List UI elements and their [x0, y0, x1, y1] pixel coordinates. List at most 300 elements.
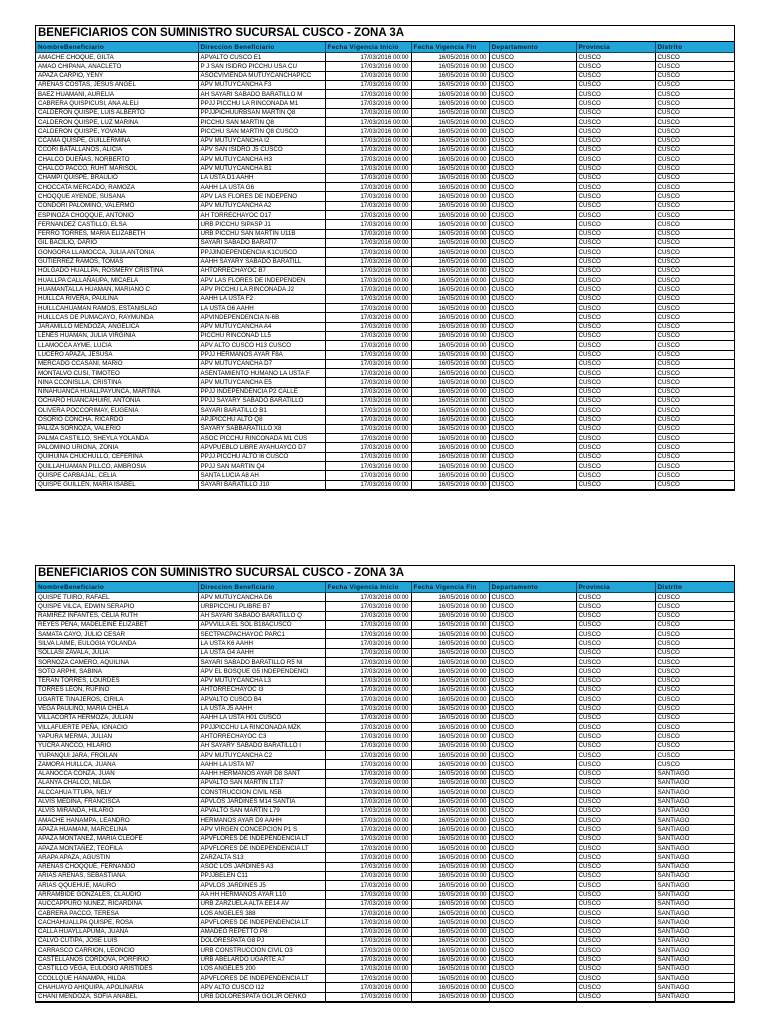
start-date-cell: 17/03/2016 00:00: [325, 359, 411, 368]
end-date-cell: 16/05/2016 00:00: [411, 99, 489, 108]
name-cell: ARENAS CHOQQUE, FERNANDO: [36, 862, 198, 871]
district-cell: CUSCO: [655, 639, 734, 648]
district-cell: CUSCO: [655, 667, 734, 676]
start-date-cell: 17/03/2016 00:00: [325, 201, 411, 210]
department-cell: CUSCO: [489, 992, 576, 1001]
table-row: [36, 443, 734, 452]
end-date-cell: 16/05/2016 00:00: [411, 844, 489, 853]
end-date-cell: 16/05/2016 00:00: [411, 955, 489, 964]
department-cell: CUSCO: [489, 462, 576, 471]
district-cell: CUSCO: [655, 723, 734, 732]
department-cell: CUSCO: [489, 136, 576, 145]
column-header: Departamento: [489, 42, 576, 53]
end-date-cell: 16/05/2016 00:00: [411, 462, 489, 471]
address-cell: APV VIRGEN CONCEPCION P1 S: [198, 825, 325, 834]
district-cell: CUSCO: [655, 760, 734, 769]
name-cell: CHAÑI MENDOZA, SOFIA ANABEL: [36, 992, 198, 1001]
province-cell: CUSCO: [576, 936, 655, 945]
department-cell: CUSCO: [489, 248, 576, 257]
name-cell: ARIAS ARENAS, SEBASTIANA: [36, 871, 198, 880]
start-date-cell: 17/03/2016 00:00: [325, 443, 411, 452]
end-date-cell: 16/05/2016 00:00: [411, 304, 489, 313]
address-cell: AA HH HERMANOS AYAR L10: [198, 890, 325, 899]
end-date-cell: 16/05/2016 00:00: [411, 881, 489, 890]
address-cell: SANTA LUCIA A8 AH: [198, 471, 325, 480]
address-cell: APVALTO SAN MARTIN LT17: [198, 778, 325, 787]
table-row: [36, 853, 734, 862]
department-cell: CUSCO: [489, 62, 576, 71]
address-cell: PPJJ SAYARY SABADO BARATILLO: [198, 396, 325, 405]
district-cell: CUSCO: [655, 695, 734, 704]
province-cell: CUSCO: [576, 471, 655, 480]
end-date-cell: 16/05/2016 00:00: [411, 415, 489, 424]
start-date-cell: 17/03/2016 00:00: [325, 257, 411, 266]
province-cell: CUSCO: [576, 834, 655, 843]
department-cell: CUSCO: [489, 964, 576, 973]
name-cell: FERNANDEZ CASTILLO, ELSA: [36, 220, 198, 229]
department-cell: CUSCO: [489, 350, 576, 359]
department-cell: CUSCO: [489, 974, 576, 983]
district-cell: CUSCO: [655, 630, 734, 639]
table-row: [36, 918, 734, 927]
table-row: [36, 899, 734, 908]
name-cell: FERRO TORRES, MARIA ELIZABETH: [36, 229, 198, 238]
department-cell: CUSCO: [489, 415, 576, 424]
department-cell: CUSCO: [489, 639, 576, 648]
start-date-cell: 17/03/2016 00:00: [325, 331, 411, 340]
end-date-cell: 16/05/2016 00:00: [411, 899, 489, 908]
table-row: [36, 695, 734, 704]
start-date-cell: 17/03/2016 00:00: [325, 276, 411, 285]
end-date-cell: 16/05/2016 00:00: [411, 723, 489, 732]
end-date-cell: 16/05/2016 00:00: [411, 424, 489, 433]
end-date-cell: 16/05/2016 00:00: [411, 685, 489, 694]
end-date-cell: 16/05/2016 00:00: [411, 741, 489, 750]
start-date-cell: 17/03/2016 00:00: [325, 918, 411, 927]
table-row: [36, 108, 734, 117]
end-date-cell: 16/05/2016 00:00: [411, 118, 489, 127]
province-cell: CUSCO: [576, 658, 655, 667]
table-row: [36, 760, 734, 769]
name-cell: ARAPA APAZA, AGUSTIN: [36, 853, 198, 862]
end-date-cell: 16/05/2016 00:00: [411, 145, 489, 154]
table-row: [36, 183, 734, 192]
start-date-cell: 17/03/2016 00:00: [325, 341, 411, 350]
table-row: [36, 266, 734, 275]
province-cell: CUSCO: [576, 983, 655, 992]
district-cell: CUSCO: [655, 248, 734, 257]
address-cell: LA USTA D1 AAHH: [198, 173, 325, 182]
end-date-cell: 16/05/2016 00:00: [411, 927, 489, 936]
beneficiary-table: [36, 42, 734, 490]
district-cell: SANTIAGO: [655, 899, 734, 908]
end-date-cell: 16/05/2016 00:00: [411, 630, 489, 639]
department-cell: CUSCO: [489, 593, 576, 602]
name-cell: YAPURA MERMA, JULIAN: [36, 732, 198, 741]
table-row: [36, 415, 734, 424]
address-cell: APV MUTUYCANCHA I2: [198, 136, 325, 145]
district-cell: CUSCO: [655, 183, 734, 192]
start-date-cell: 17/03/2016 00:00: [325, 183, 411, 192]
department-cell: CUSCO: [489, 685, 576, 694]
department-cell: CUSCO: [489, 183, 576, 192]
province-cell: CUSCO: [576, 462, 655, 471]
start-date-cell: 17/03/2016 00:00: [325, 118, 411, 127]
start-date-cell: 17/03/2016 00:00: [325, 964, 411, 973]
name-cell: ESPINOZA CHOQQUE, ANTONIO: [36, 211, 198, 220]
address-cell: SAYARI SABADO BARATI7: [198, 238, 325, 247]
table-row: [36, 992, 734, 1001]
table-row: [36, 881, 734, 890]
table-row: [36, 741, 734, 750]
start-date-cell: 17/03/2016 00:00: [325, 946, 411, 955]
start-date-cell: 17/03/2016 00:00: [325, 313, 411, 322]
province-cell: CUSCO: [576, 778, 655, 787]
address-cell: APV SAN ISIDRO J5 CUSCO: [198, 145, 325, 154]
name-cell: CHOCCATA MERCADO, RAMOZA: [36, 183, 198, 192]
district-cell: SANTIAGO: [655, 946, 734, 955]
address-cell: APV ALTO CUSCO H13 CUSCO: [198, 341, 325, 350]
district-cell: CUSCO: [655, 173, 734, 182]
department-cell: CUSCO: [489, 118, 576, 127]
column-header: Direccion Beneficiario: [198, 582, 325, 593]
address-cell: PPJJ PICCHU LA RINCONADA M1: [198, 99, 325, 108]
name-cell: APAZA MONTAÑEZ, TEOFILA: [36, 844, 198, 853]
name-cell: GIL BACILIO, DARIO: [36, 238, 198, 247]
name-cell: HUALLPA CALLAÑAUPA, MICAELA: [36, 276, 198, 285]
address-cell: APV MUTUYCANCHA D6: [198, 593, 325, 602]
province-cell: CUSCO: [576, 918, 655, 927]
table-row: [36, 396, 734, 405]
department-cell: CUSCO: [489, 108, 576, 117]
start-date-cell: 17/03/2016 00:00: [325, 90, 411, 99]
start-date-cell: 17/03/2016 00:00: [325, 406, 411, 415]
start-date-cell: 17/03/2016 00:00: [325, 778, 411, 787]
district-cell: SANTIAGO: [655, 964, 734, 973]
address-cell: AH SAYARI SABADO BARATILLO Q: [198, 611, 325, 620]
table-body: [36, 53, 734, 490]
district-cell: SANTIAGO: [655, 797, 734, 806]
department-cell: CUSCO: [489, 834, 576, 843]
table-row: [36, 620, 734, 629]
address-cell: PICCHU SAN MARTIN Q8: [198, 118, 325, 127]
start-date-cell: 17/03/2016 00:00: [325, 173, 411, 182]
name-cell: MERCADO CCASANI, MARIO: [36, 359, 198, 368]
department-cell: CUSCO: [489, 276, 576, 285]
end-date-cell: 16/05/2016 00:00: [411, 667, 489, 676]
address-cell: APV MUTUYCANCHA D7: [198, 359, 325, 368]
start-date-cell: 17/03/2016 00:00: [325, 285, 411, 294]
province-cell: CUSCO: [576, 713, 655, 722]
address-cell: APV MUTUYCANCHA A4: [198, 322, 325, 331]
province-cell: CUSCO: [576, 480, 655, 489]
start-date-cell: 17/03/2016 00:00: [325, 452, 411, 461]
table-row: [36, 378, 734, 387]
district-cell: CUSCO: [655, 53, 734, 62]
department-cell: CUSCO: [489, 201, 576, 210]
table-row: [36, 936, 734, 945]
start-date-cell: 17/03/2016 00:00: [325, 639, 411, 648]
district-cell: SANTIAGO: [655, 788, 734, 797]
end-date-cell: 16/05/2016 00:00: [411, 108, 489, 117]
address-cell: AHTORRECHAYOC B7: [198, 266, 325, 275]
department-cell: CUSCO: [489, 723, 576, 732]
address-cell: ASOCVIVIENDA MUTUYCANCHAPICC: [198, 71, 325, 80]
name-cell: TORRES LEON, RUFINO: [36, 685, 198, 694]
district-cell: CUSCO: [655, 369, 734, 378]
end-date-cell: 16/05/2016 00:00: [411, 127, 489, 136]
province-cell: CUSCO: [576, 741, 655, 750]
address-cell: PPJJ PICCHU ALTO I6 CUSCO: [198, 452, 325, 461]
province-cell: CUSCO: [576, 611, 655, 620]
district-cell: SANTIAGO: [655, 974, 734, 983]
province-cell: CUSCO: [576, 192, 655, 201]
start-date-cell: 17/03/2016 00:00: [325, 658, 411, 667]
department-cell: CUSCO: [489, 164, 576, 173]
table-row: [36, 173, 734, 182]
district-cell: CUSCO: [655, 602, 734, 611]
district-cell: CUSCO: [655, 406, 734, 415]
table-row: [36, 825, 734, 834]
name-cell: APAZA MONTAÑEZ, MARIA CLEOFE: [36, 834, 198, 843]
province-cell: CUSCO: [576, 387, 655, 396]
name-cell: TERAN TORRES, LOURDES: [36, 676, 198, 685]
department-cell: CUSCO: [489, 648, 576, 657]
province-cell: CUSCO: [576, 350, 655, 359]
start-date-cell: 17/03/2016 00:00: [325, 229, 411, 238]
province-cell: CUSCO: [576, 155, 655, 164]
district-cell: CUSCO: [655, 648, 734, 657]
district-cell: CUSCO: [655, 331, 734, 340]
department-cell: CUSCO: [489, 220, 576, 229]
start-date-cell: 17/03/2016 00:00: [325, 844, 411, 853]
address-cell: AAHH LA USTA F2: [198, 294, 325, 303]
name-cell: OLIVERA POCCORIMAY, EUGENIA: [36, 406, 198, 415]
end-date-cell: 16/05/2016 00:00: [411, 769, 489, 778]
department-cell: CUSCO: [489, 369, 576, 378]
district-cell: SANTIAGO: [655, 862, 734, 871]
province-cell: CUSCO: [576, 90, 655, 99]
end-date-cell: 16/05/2016 00:00: [411, 257, 489, 266]
table-row: [36, 248, 734, 257]
table-row: [36, 751, 734, 760]
department-cell: CUSCO: [489, 955, 576, 964]
end-date-cell: 16/05/2016 00:00: [411, 816, 489, 825]
name-cell: ARIAS QQUEHUE, MAURO: [36, 881, 198, 890]
name-cell: CARRASCO CARRION, LEONCIO: [36, 946, 198, 955]
name-cell: CASTELLANOS CORDOVA, PORFIRIO: [36, 955, 198, 964]
address-cell: APV MUTUYCANCHA L3: [198, 676, 325, 685]
department-cell: CUSCO: [489, 192, 576, 201]
department-cell: CUSCO: [489, 760, 576, 769]
province-cell: CUSCO: [576, 620, 655, 629]
end-date-cell: 16/05/2016 00:00: [411, 778, 489, 787]
province-cell: CUSCO: [576, 853, 655, 862]
department-cell: CUSCO: [489, 918, 576, 927]
province-cell: CUSCO: [576, 890, 655, 899]
start-date-cell: 17/03/2016 00:00: [325, 890, 411, 899]
name-cell: ALANOCCA CONZA, JUAN: [36, 769, 198, 778]
department-cell: CUSCO: [489, 341, 576, 350]
address-cell: AHTORRECHAYOC C3: [198, 732, 325, 741]
start-date-cell: 17/03/2016 00:00: [325, 611, 411, 620]
province-cell: CUSCO: [576, 71, 655, 80]
district-cell: CUSCO: [655, 378, 734, 387]
name-cell: PALIZA SORNOZA, VALERIO: [36, 424, 198, 433]
province-cell: CUSCO: [576, 927, 655, 936]
column-header: Distrito: [655, 582, 734, 593]
name-cell: CONDORI PALOMINO, VALERMO: [36, 201, 198, 210]
table-row: [36, 359, 734, 368]
name-cell: QUILLAHUAMAN PILLCO, AMBROSIA: [36, 462, 198, 471]
name-cell: YUCRA ANCCO, HILARIO: [36, 741, 198, 750]
table-row: [36, 331, 734, 340]
table-row: [36, 639, 734, 648]
start-date-cell: 17/03/2016 00:00: [325, 648, 411, 657]
district-cell: CUSCO: [655, 593, 734, 602]
end-date-cell: 16/05/2016 00:00: [411, 620, 489, 629]
end-date-cell: 16/05/2016 00:00: [411, 713, 489, 722]
header-row: [36, 582, 734, 593]
name-cell: UGARTE TINAJEROS, CIRILA: [36, 695, 198, 704]
province-cell: CUSCO: [576, 443, 655, 452]
table-row: [36, 136, 734, 145]
district-cell: SANTIAGO: [655, 806, 734, 815]
district-cell: CUSCO: [655, 145, 734, 154]
end-date-cell: 16/05/2016 00:00: [411, 964, 489, 973]
start-date-cell: 17/03/2016 00:00: [325, 71, 411, 80]
district-cell: CUSCO: [655, 90, 734, 99]
name-cell: JARAMILLO MENDOZA, ANGELICA: [36, 322, 198, 331]
name-cell: CABRERA PACCO, TERESA: [36, 909, 198, 918]
district-cell: CUSCO: [655, 443, 734, 452]
province-cell: CUSCO: [576, 871, 655, 880]
district-cell: CUSCO: [655, 201, 734, 210]
name-cell: REYES PEÑA, MADELEINE ELIZABET: [36, 620, 198, 629]
province-cell: CUSCO: [576, 602, 655, 611]
name-cell: VEGA PAULINO, MARIA CHELA: [36, 704, 198, 713]
district-cell: CUSCO: [655, 732, 734, 741]
province-cell: CUSCO: [576, 238, 655, 247]
start-date-cell: 17/03/2016 00:00: [325, 955, 411, 964]
province-cell: CUSCO: [576, 257, 655, 266]
district-cell: CUSCO: [655, 99, 734, 108]
address-cell: APJPICCHU ALTO Q8: [198, 415, 325, 424]
address-cell: SAYARI SABADO BARATILLO R5 NI: [198, 658, 325, 667]
name-cell: GUTIERREZ RAMOS, TOMAS: [36, 257, 198, 266]
district-cell: CUSCO: [655, 294, 734, 303]
column-header: Provincia: [576, 42, 655, 53]
department-cell: CUSCO: [489, 396, 576, 405]
end-date-cell: 16/05/2016 00:00: [411, 183, 489, 192]
name-cell: LUCERO APAZA, JESUSA: [36, 350, 198, 359]
address-cell: SAYARI BARATILLO B1: [198, 406, 325, 415]
name-cell: QUISPE TUIRO, RAFAEL: [36, 593, 198, 602]
address-cell: PICCHU RINCONAD LL5: [198, 331, 325, 340]
table-body: [36, 593, 734, 1002]
start-date-cell: 17/03/2016 00:00: [325, 136, 411, 145]
end-date-cell: 16/05/2016 00:00: [411, 704, 489, 713]
name-cell: OSORIO CONCHA, RICARDO: [36, 415, 198, 424]
department-cell: CUSCO: [489, 769, 576, 778]
province-cell: CUSCO: [576, 704, 655, 713]
start-date-cell: 17/03/2016 00:00: [325, 797, 411, 806]
district-cell: CUSCO: [655, 658, 734, 667]
name-cell: SORNOZA CAMERO, AQUILINA: [36, 658, 198, 667]
start-date-cell: 17/03/2016 00:00: [325, 871, 411, 880]
province-cell: CUSCO: [576, 806, 655, 815]
table-row: [36, 732, 734, 741]
table-row: [36, 350, 734, 359]
address-cell: AAHH HERMANOS AYAR D8 SANT: [198, 769, 325, 778]
end-date-cell: 16/05/2016 00:00: [411, 211, 489, 220]
name-cell: ZAMORA HUILLCA, JUANA: [36, 760, 198, 769]
department-cell: CUSCO: [489, 676, 576, 685]
address-cell: AAHH LA USTA G6: [198, 183, 325, 192]
district-cell: CUSCO: [655, 71, 734, 80]
name-cell: ALANYA CHALCO, NILDA: [36, 778, 198, 787]
province-cell: CUSCO: [576, 424, 655, 433]
province-cell: CUSCO: [576, 732, 655, 741]
end-date-cell: 16/05/2016 00:00: [411, 80, 489, 89]
province-cell: CUSCO: [576, 452, 655, 461]
address-cell: SECTPACPACHAYOC PARC1: [198, 630, 325, 639]
department-cell: CUSCO: [489, 778, 576, 787]
department-cell: CUSCO: [489, 881, 576, 890]
province-cell: CUSCO: [576, 648, 655, 657]
department-cell: CUSCO: [489, 443, 576, 452]
province-cell: CUSCO: [576, 676, 655, 685]
table-row: [36, 434, 734, 443]
column-header: Direccion Beneficiario: [198, 42, 325, 53]
district-cell: CUSCO: [655, 266, 734, 275]
department-cell: CUSCO: [489, 359, 576, 368]
province-cell: CUSCO: [576, 899, 655, 908]
start-date-cell: 17/03/2016 00:00: [325, 992, 411, 1001]
address-cell: PICCHU SAN MARTIN Q8 CUSCO: [198, 127, 325, 136]
end-date-cell: 16/05/2016 00:00: [411, 760, 489, 769]
department-cell: CUSCO: [489, 667, 576, 676]
address-cell: LOS ANGELES 200: [198, 964, 325, 973]
address-cell: URB DOLORESPATA GOLJR OENKO: [198, 992, 325, 1001]
address-cell: APVALTO CUSCO B4: [198, 695, 325, 704]
province-cell: CUSCO: [576, 173, 655, 182]
address-cell: APV MUTUYCANCHA E5: [198, 378, 325, 387]
province-cell: CUSCO: [576, 751, 655, 760]
district-cell: CUSCO: [655, 751, 734, 760]
table-row: [36, 192, 734, 201]
start-date-cell: 17/03/2016 00:00: [325, 127, 411, 136]
district-cell: CUSCO: [655, 276, 734, 285]
address-cell: APV ALTO CUSCO I12: [198, 983, 325, 992]
province-cell: CUSCO: [576, 639, 655, 648]
province-cell: CUSCO: [576, 211, 655, 220]
end-date-cell: 16/05/2016 00:00: [411, 406, 489, 415]
address-cell: LA USTA G6 AAHH: [198, 304, 325, 313]
department-cell: CUSCO: [489, 452, 576, 461]
address-cell: AAHH LA USTA H01 CUSCO: [198, 713, 325, 722]
table-row: [36, 862, 734, 871]
table-row: [36, 462, 734, 471]
address-cell: PPJJPICCHU LA RINCONADA MZK: [198, 723, 325, 732]
department-cell: CUSCO: [489, 983, 576, 992]
end-date-cell: 16/05/2016 00:00: [411, 983, 489, 992]
end-date-cell: 16/05/2016 00:00: [411, 602, 489, 611]
name-cell: AUCCAPPURO NUÑEZ, RICARDINA: [36, 899, 198, 908]
start-date-cell: 17/03/2016 00:00: [325, 434, 411, 443]
table-row: [36, 676, 734, 685]
district-cell: CUSCO: [655, 741, 734, 750]
